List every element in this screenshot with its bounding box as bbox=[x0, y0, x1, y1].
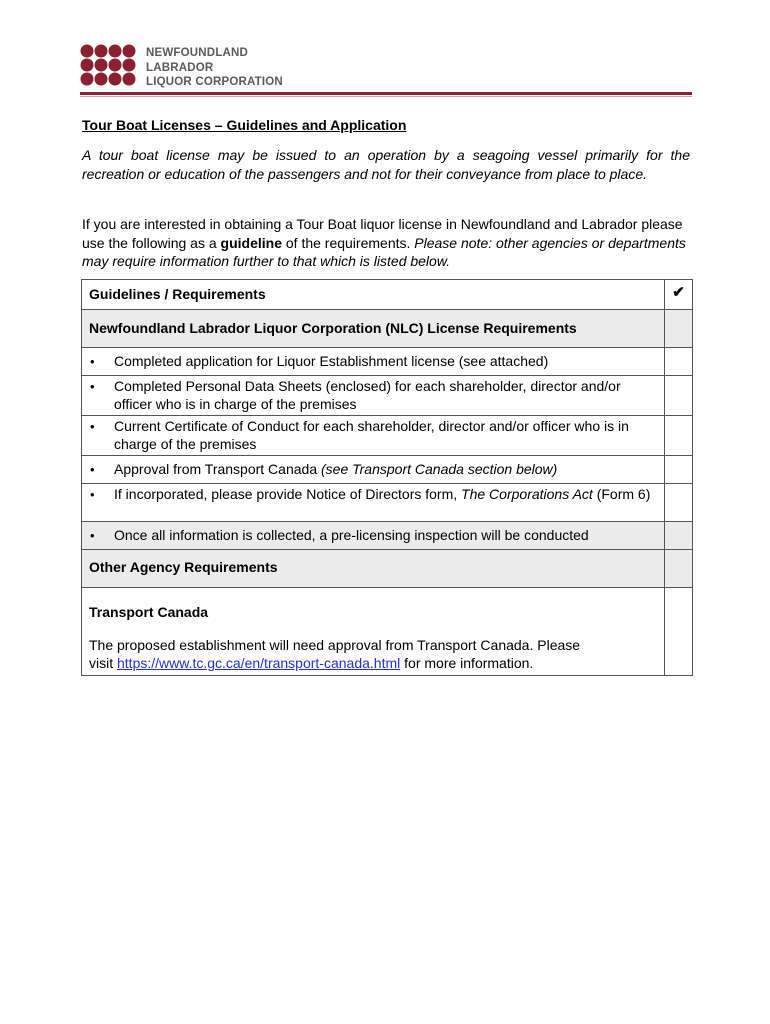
transport-text-1: The proposed establishment will need approval from Transport Canada. Please visit bbox=[89, 637, 581, 671]
page-title: Tour Boat Licenses – Guidelines and Application bbox=[82, 117, 407, 133]
check-cell bbox=[665, 484, 693, 522]
requirement-text: Current Certificate of Conduct for each shareholder, director and/or officer who is in charge of the premises bbox=[114, 418, 629, 452]
header-rule bbox=[80, 92, 692, 95]
bullet-icon: • bbox=[90, 462, 95, 477]
nlc-section-heading: Newfoundland Labrador Liquor Corporation (NLC) License Requirements bbox=[89, 320, 577, 336]
table-row bbox=[82, 456, 693, 484]
checkmark-icon: ✔ bbox=[672, 284, 685, 301]
table-row bbox=[82, 484, 693, 522]
requirement-text: If incorporated, please provide Notice of Directors form, bbox=[114, 486, 462, 502]
requirements-table bbox=[81, 279, 693, 676]
requirement-text: Once all information is collected, a pre-licensing inspection will be conducted bbox=[114, 527, 589, 543]
bullet-icon: • bbox=[90, 419, 95, 434]
check-cell bbox=[665, 348, 693, 376]
letterhead bbox=[80, 44, 692, 98]
table-row bbox=[82, 522, 693, 550]
requirement-cell bbox=[82, 416, 665, 456]
check-cell bbox=[665, 588, 693, 676]
nlc-logo-icon bbox=[80, 44, 138, 88]
logo-line-3: LIQUOR CORPORATION bbox=[146, 76, 283, 88]
requirement-cell bbox=[82, 522, 665, 550]
interest-paragraph bbox=[82, 215, 690, 271]
logo-text bbox=[146, 46, 283, 90]
transport-canada-link[interactable]: https://www.tc.gc.ca/en/transport-canada.html bbox=[117, 655, 401, 671]
interest-text-2: of the requirements. bbox=[281, 234, 415, 251]
other-section-heading: Other Agency Requirements bbox=[89, 559, 278, 575]
transport-row bbox=[82, 588, 693, 676]
requirement-text: Approval from Transport Canada bbox=[114, 461, 321, 477]
table-row bbox=[82, 416, 693, 456]
header-rule-thin bbox=[80, 96, 692, 97]
check-cell bbox=[665, 416, 693, 456]
logo-line-1: NEWFOUNDLAND bbox=[146, 47, 249, 59]
nlc-section-row bbox=[82, 310, 693, 348]
table-header-cell bbox=[82, 280, 665, 310]
check-cell bbox=[665, 550, 693, 588]
interest-bold: guideline bbox=[220, 234, 282, 251]
table-row bbox=[82, 376, 693, 416]
check-cell bbox=[665, 456, 693, 484]
requirement-text-2: (Form 6) bbox=[592, 486, 651, 502]
bullet-icon: • bbox=[90, 379, 95, 394]
requirement-cell bbox=[82, 484, 665, 522]
transport-text bbox=[82, 620, 664, 675]
transport-heading: Transport Canada bbox=[89, 604, 209, 620]
act-name: The Corporations Act bbox=[461, 486, 593, 502]
check-cell bbox=[665, 522, 693, 550]
requirement-note: (see Transport Canada section below) bbox=[321, 461, 558, 477]
interest-text: If you are interested in obtaining a Tour Boat liquor license in Newfoundland and Labrador please use the following as a bbox=[82, 216, 683, 251]
bullet-icon: • bbox=[90, 528, 95, 543]
interest-note: Please note: other agencies or departments may require information further to that which is listed below. bbox=[82, 234, 686, 269]
check-header-cell bbox=[665, 280, 693, 310]
logo-line-2: LABRADOR bbox=[146, 61, 214, 74]
table-header-row bbox=[82, 280, 693, 310]
bullet-icon: • bbox=[90, 487, 95, 502]
transport-text-2: for more information. bbox=[400, 655, 534, 671]
nlc-section-cell bbox=[82, 310, 665, 348]
table-header: Guidelines / Requirements bbox=[89, 286, 266, 302]
requirement-text: Completed application for Liquor Establishment license (see attached) bbox=[114, 353, 549, 369]
check-cell bbox=[665, 310, 693, 348]
transport-cell bbox=[82, 588, 665, 676]
intro-paragraph: A tour boat license may be issued to an operation by a seagoing vessel primarily for the recreation or education of the passengers and not for their conveyance from place to place. bbox=[82, 147, 690, 182]
other-section-row bbox=[82, 550, 693, 588]
requirement-cell bbox=[82, 376, 665, 416]
requirement-cell bbox=[82, 348, 665, 376]
bullet-icon: • bbox=[90, 354, 95, 369]
requirement-text: Completed Personal Data Sheets (enclosed) for each shareholder, director and/or officer who is in charge of the premises bbox=[114, 378, 621, 412]
requirement-cell bbox=[82, 456, 665, 484]
check-cell bbox=[665, 376, 693, 416]
other-section-cell bbox=[82, 550, 665, 588]
table-row bbox=[82, 348, 693, 376]
